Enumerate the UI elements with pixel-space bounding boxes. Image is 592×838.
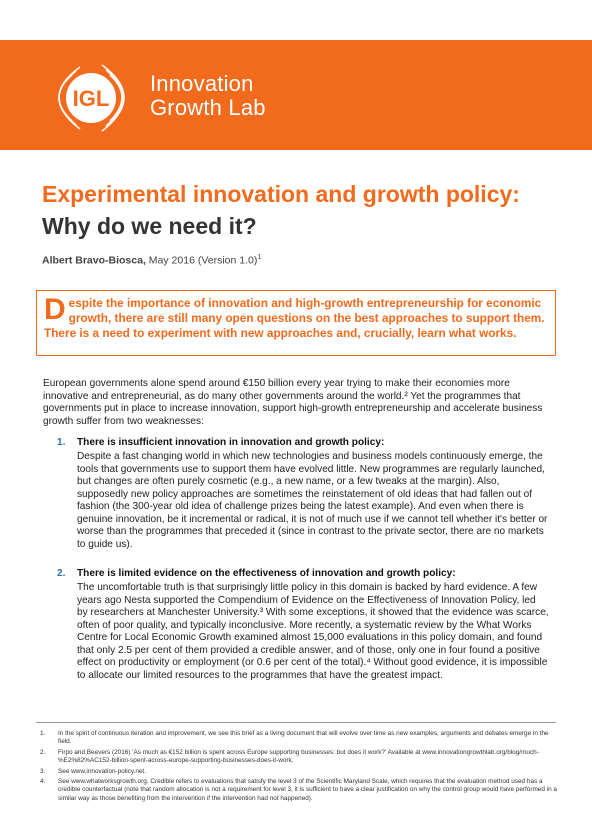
footnote-number: 1. xyxy=(40,730,46,737)
intro-paragraph: European governments alone spend around €150 billion every year trying to make their economies more innovative and entrepreneurial, as do many other governments around the world.² Yet the programmes that governments put in place to increase innovation, support high-growth entrepreneurship and accelerate business growth suffer from two weaknesses: xyxy=(43,378,543,427)
footnote-number: 2. xyxy=(40,748,46,756)
byline-footnote-ref: 1 xyxy=(257,254,262,261)
footnote-text: In the spirit of continuous iteration and improvement, we see this brief as a living document that will evolve over time as new examples, arguments and debates emerge in the field. xyxy=(58,730,549,746)
footnotes xyxy=(40,730,560,805)
footnote xyxy=(40,778,560,803)
item-heading: There is insufficient innovation in innovation and growth policy: xyxy=(77,437,385,448)
brand-name-line1: Innovation xyxy=(150,71,254,96)
footnote-text: See www.innovation-policy.net. xyxy=(58,767,146,775)
lead-paragraph xyxy=(44,293,552,341)
item-heading: There is limited evidence on the effectiveness of innovation and growth policy: xyxy=(77,568,456,579)
brand-name-line2: Growth Lab xyxy=(150,95,266,120)
byline xyxy=(42,254,261,267)
author-name: Albert Bravo-Biosca, xyxy=(42,254,146,267)
footnote-text: Firpo and Beevers (2016) 'As much as €152 billion is spent across Europe supporting businesses: but does it work?' Available at www.innovationgrowthlab.org/blog/much-%E2%82%AC152-billion-spent-across-europe-supporting-businesses-does-it-work. xyxy=(58,748,539,765)
footnote xyxy=(40,730,560,747)
date-version: May 2016 (Version 1.0) xyxy=(148,254,258,267)
item-body: Despite a fast changing world in which new technologies and business models continuously emerge, the tools that governments use to support them have evolved little. New programmes are regularly launched, but changes are often purely cosmetic (e.g., a new name, or a few tweaks at the margin). Also, supposedly new policy approaches are sometimes the reinstatement of old ideas that had fallen out of fashion (the 300-year old idea of challenge prizes being the latest example). And even when there is genuine innovation, be it incremental or radical, it is not of much use if we cannot tell whether it's better or worse than the programmes that preceded it (since in contrast to the private sector, there are no markets to guide us). xyxy=(77,451,548,550)
footnote-number: 3. xyxy=(40,767,46,775)
title-part1: Experimental innovation and growth policy: xyxy=(42,181,520,207)
footnote-number: 4. xyxy=(40,778,46,786)
logo-text: IGL xyxy=(72,86,110,111)
lead-dropcap: D xyxy=(44,293,66,326)
title-part2: Why do we need it? xyxy=(42,213,257,239)
igl-logo-icon xyxy=(36,59,148,137)
item-body: The uncomfortable truth is that surprisingly little policy in this domain is backed by hard evidence. A few years ago Nesta supported the Compendium of Evidence on the Effectiveness of Innovation Policy, led by researchers at Manchester University.³ With some exceptions, it showed that the evidence was scarce, often of poor quality, and typically inconclusive. More recently, a systematic review by the What Works Centre for Local Economic Growth examined almost 15,000 evaluations in this policy domain, and found that only 2.5 per cent of them provided a credible answer, and of those, only one in four found a positive effect on productivity or employment (or 0.6 per cent of the total).⁴ Without good evidence, it is impossible to allocate our limited resources to the programmes that have the greatest impact. xyxy=(77,582,549,681)
item-number: 1. xyxy=(57,437,66,448)
footnote-divider xyxy=(36,722,556,723)
footnote xyxy=(40,768,560,776)
item-number: 2. xyxy=(57,568,66,579)
page-title xyxy=(42,178,562,242)
footnote-text: See www.whatworksgrowth.org. Credible refers to evaluations that satisfy the level 3 of the Scientific Maryland Scale, which requires that the evaluation method used has a credible counterfactual (note that random allocation is not a requirement for level 3, it is sufficient to have a clear justification on why the control group would have performed in a similar way as those benefiting from the intervention if the intervention had not happened). xyxy=(58,778,557,802)
lead-text: espite the importance of innovation and high-growth entrepreneurship for economic growth, there are still many open questions on the best approaches to support them. There is a need to experiment with new approaches and, crucially, learn what works. xyxy=(44,296,545,340)
footnote xyxy=(40,749,560,766)
